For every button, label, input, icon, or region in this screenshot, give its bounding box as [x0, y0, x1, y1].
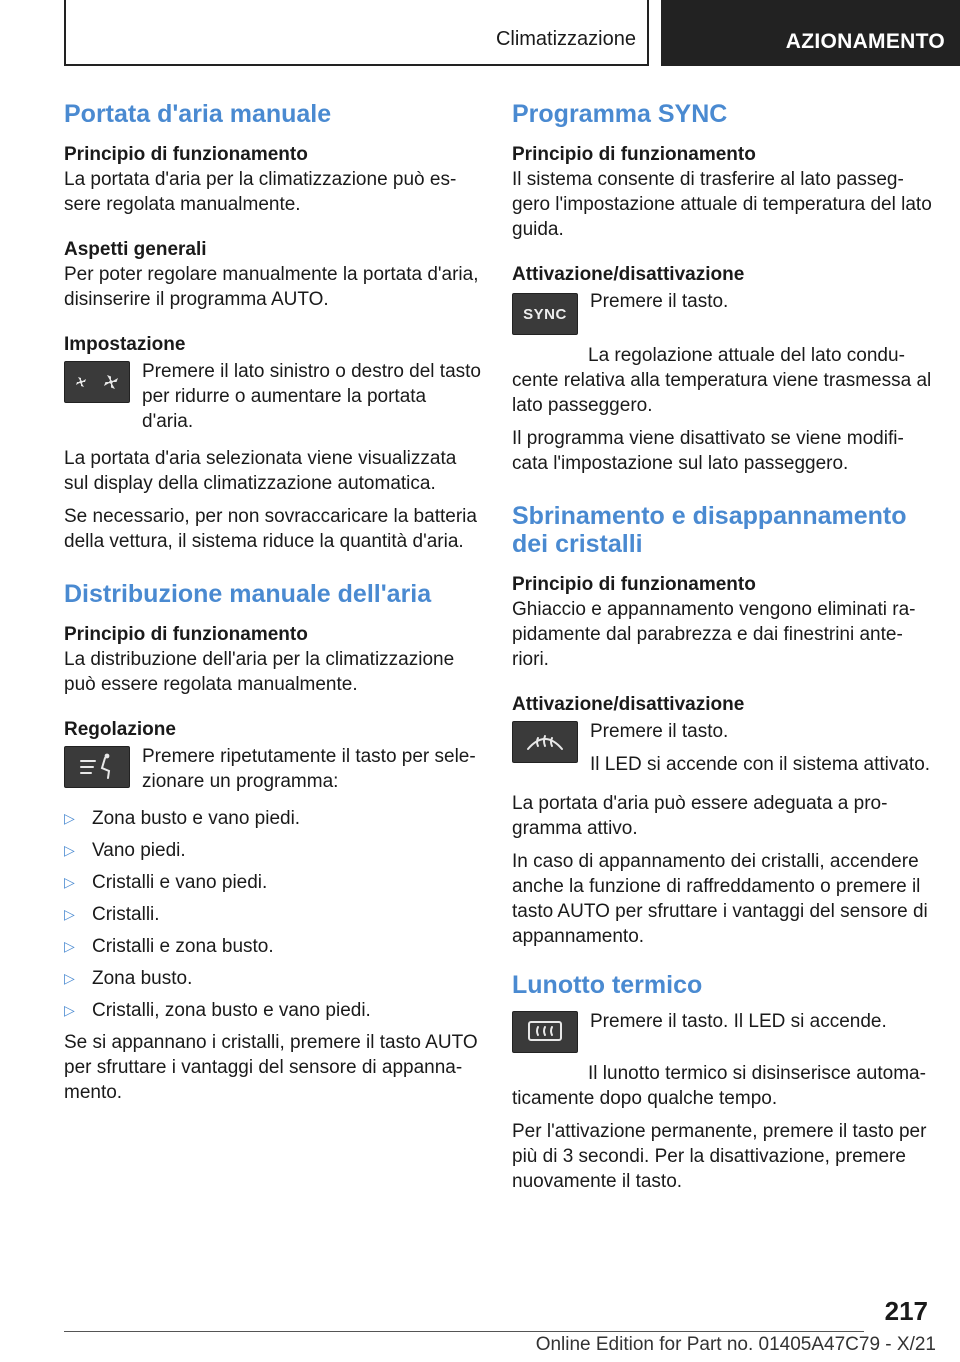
header-section-title: Climatizzazione [495, 28, 636, 50]
paragraph: Per l'attivazione permanente, premere il tasto per più di 3 secondi. Per la disattivazione, premere nuovamente il tasto. [512, 1121, 927, 1192]
paragraph: Il programma viene disattivato se viene modificata l'impostazione sul lato passeggero. [512, 428, 904, 474]
paragraph: Il sistema consente di trasferire al lato passeggero l'impostazione attuale di temperatura del lato guida. [512, 169, 932, 240]
key-instruction: Premere il tasto. Il LED si accende. [590, 1011, 887, 1032]
key-row-distribution [64, 744, 482, 794]
subheading-regolazione: Regolazione [64, 719, 176, 740]
key-instruction: Premere il tasto. [590, 291, 729, 312]
heading-sync: Programma SYNC [512, 100, 728, 128]
paragraph: La portata d'aria selezionata viene visualizzata sul display della climatizzazione automatica. [64, 448, 457, 494]
fan-speed-icon [71, 371, 123, 393]
key-row-fan [64, 359, 482, 434]
triangle-bullet-icon: ▷ [64, 938, 75, 954]
key-row-rear-defrost [512, 1009, 932, 1053]
paragraph: La portata d'aria può essere adeguata a programma attivo. [512, 793, 888, 839]
list-item: ▷ Zona busto. [64, 968, 193, 989]
key-instruction: Premere ripetutamente il tasto per selezionare un programma: [142, 746, 476, 792]
subheading-aspetti: Aspetti generali [64, 239, 207, 260]
page-number: 217 [884, 1296, 928, 1326]
subheading-principio: Principio di funzionamento [512, 144, 756, 165]
defrost-key-image [512, 721, 578, 763]
subheading-principio: Principio di funzionamento [64, 624, 308, 645]
paragraph: Se necessario, per non sovraccaricare la batteria della vettura, il sistema riduce la quantità d'aria. [64, 506, 477, 552]
triangle-bullet-icon: ▷ [64, 842, 75, 858]
subheading-impostazione: Impostazione [64, 334, 186, 355]
key-instruction-cont: La regolazione attuale del lato conducente relativa alla temperatura viene trasmessa al lato passeggero. [512, 345, 932, 416]
paragraph: La distribuzione dell'aria per la climatizzazione può essere regolata manualmente. [64, 649, 455, 695]
key-instruction: Premere il tasto. [590, 721, 729, 742]
triangle-bullet-icon: ▷ [64, 906, 75, 922]
list-item: ▷ Cristalli e vano piedi. [64, 872, 268, 893]
list-item: ▷ Cristalli. [64, 904, 160, 925]
list-item: ▷ Zona busto e vano piedi. [64, 808, 301, 829]
sync-key-label: SYNC [523, 305, 567, 323]
heading-portata-aria: Portata d'aria manuale [64, 100, 332, 128]
triangle-bullet-icon: ▷ [64, 970, 75, 986]
paragraph: In caso di appannamento dei cristalli, accendere anche la funzione di raffreddamento o premere il tasto AUTO per sfruttare i vantaggi del sensore di appannamento. [512, 851, 928, 947]
triangle-bullet-icon: ▷ [64, 1002, 75, 1018]
list-item: ▷ Cristalli, zona busto e vano piedi. [64, 1000, 371, 1021]
right-column [512, 100, 932, 1194]
subheading-principio: Principio di funzionamento [512, 574, 756, 595]
header-rule-left [64, 0, 66, 66]
triangle-bullet-icon: ▷ [64, 810, 75, 826]
paragraph: Se si appannano i cristalli, premere il tasto AUTO per sfruttare i vantaggi del sensore di appannamento. [64, 1032, 478, 1103]
key-instruction: Il LED si accende con il sistema attivato. [590, 754, 931, 775]
key-row-sync [512, 289, 932, 335]
header-rule-bottom [64, 64, 649, 66]
heading-lunotto: Lunotto termico [512, 971, 703, 999]
key-instruction: Premere il lato sinistro o destro del tasto per ridurre o aumentare la portata d'aria. [142, 361, 481, 432]
subheading-attivazione: Attivazione/disattivazione [512, 264, 745, 285]
air-distribution-icon [75, 752, 119, 782]
fan-key-image [64, 361, 130, 403]
header-chapter-title: AZIONAMENTO [785, 30, 945, 53]
air-distribution-key-image [64, 746, 130, 788]
list-item: ▷ Cristalli e zona busto. [64, 936, 274, 957]
key-row-defrost [512, 719, 932, 777]
heading-sbrinamento: Sbrinamento e disappannamento dei cristalli [512, 502, 907, 558]
footer-edition: Online Edition for Part no. 01405A47C79 - X/21 [535, 1334, 936, 1355]
triangle-bullet-icon: ▷ [64, 874, 75, 890]
rear-defrost-key-image [512, 1011, 578, 1053]
key-instruction-cont: Il lunotto termico si disinserisce automaticamente dopo qualche tempo. [512, 1063, 926, 1109]
footer-rule [64, 1331, 864, 1332]
paragraph: Per poter regolare manualmente la portata d'aria, disinserire il programma AUTO. [64, 264, 479, 310]
program-list [64, 806, 482, 1023]
rear-window-defrost-icon [523, 1017, 567, 1047]
heading-distribuzione-aria: Distribuzione manuale dell'aria [64, 580, 432, 608]
paragraph: Ghiaccio e appannamento vengono eliminati rapidamente dal parabrezza e dai finestrini anteriori. [512, 599, 916, 670]
windshield-defrost-icon [523, 727, 567, 757]
left-column [64, 100, 482, 1105]
list-item: ▷ Vano piedi. [64, 840, 186, 861]
header-rule-mid [647, 0, 649, 66]
paragraph: La portata d'aria per la climatizzazione può essere regolata manualmente. [64, 169, 457, 215]
sync-key-image [512, 293, 578, 335]
subheading-attivazione: Attivazione/disattivazione [512, 694, 745, 715]
subheading-principio: Principio di funzionamento [64, 144, 308, 165]
